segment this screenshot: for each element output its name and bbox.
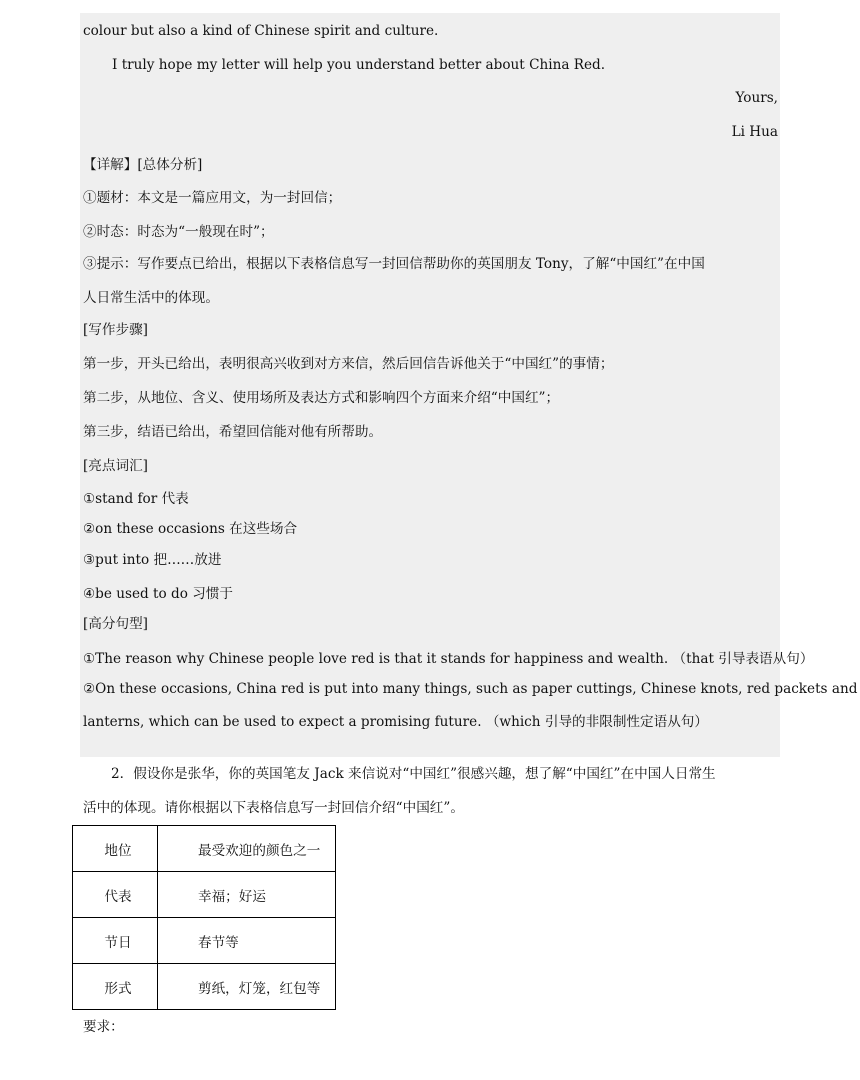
table-value: 剪纸，灯笼，红包等 [158,964,336,1010]
vocab-item: ③put into 把……放进 [83,552,222,568]
step-item: 第三步，结语已给出，希望回信能对他有所帮助。 [83,424,383,440]
step-item: 第二步，从地位、含义、使用场所及表达方式和影响四个方面来介绍“中国红”； [83,390,560,406]
analysis-item: ②时态：时态为“一般现在时”； [83,224,274,240]
requirements-label: 要求： [83,1019,124,1035]
table-key: 地位 [73,826,158,872]
analysis-item: 人日常生活中的体现。 [83,290,219,306]
vocab-item: ①stand for 代表 [83,491,189,507]
step-item: 第一步，开头已给出，表明很高兴收到对方来信，然后回信告诉他关于“中国红”的事情； [83,356,614,372]
analysis-item: ①题材：本文是一篇应用文，为一封回信； [83,190,342,206]
table-row [73,872,336,918]
steps-header: [写作步骤] [83,322,148,338]
letter-signature: Li Hua [731,124,778,140]
sentence-item: lanterns, which can be used to expect a promising future. （which 引导的非限制性定语从句） [83,714,708,730]
table-row [73,964,336,1010]
sentence-item: ①The reason why Chinese people love red is that it stands for happiness and wealth. （that 引导表语从句） [83,651,814,667]
letter-line: I truly hope my letter will help you understand better about China Red. [112,57,606,73]
sentences-header: [高分句型] [83,616,148,632]
vocab-item: ②on these occasions 在这些场合 [83,521,298,537]
answer-section-background [80,13,780,757]
table-key: 形式 [73,964,158,1010]
table-row [73,826,336,872]
table-value: 最受欢迎的颜色之一 [158,826,336,872]
table-value: 幸福；好运 [158,872,336,918]
table-key: 代表 [73,872,158,918]
table-row [73,918,336,964]
letter-closing: Yours, [735,90,778,106]
vocab-item: ④be used to do 习惯于 [83,586,234,602]
analysis-item: ③提示：写作要点已给出，根据以下表格信息写一封回信帮助你的英国朋友 Tony，了解“中国红”在中国 [83,256,705,272]
analysis-header: 【详解】[总体分析] [83,157,203,173]
letter-line: colour but also a kind of Chinese spirit and culture. [83,23,439,39]
vocab-header: [亮点词汇] [83,458,148,474]
table-key: 节日 [73,918,158,964]
question-text: 活中的体现。请你根据以下表格信息写一封回信介绍“中国红”。 [83,800,464,816]
question-text: 2．假设你是张华，你的英国笔友 Jack 来信说对“中国红”很感兴趣，想了解“中国红”在中国人日常生 [111,766,716,782]
table-value: 春节等 [158,918,336,964]
info-table [72,825,336,1010]
sentence-item: ②On these occasions, China red is put into many things, such as paper cuttings, Chinese knots, red packets and [83,681,858,697]
